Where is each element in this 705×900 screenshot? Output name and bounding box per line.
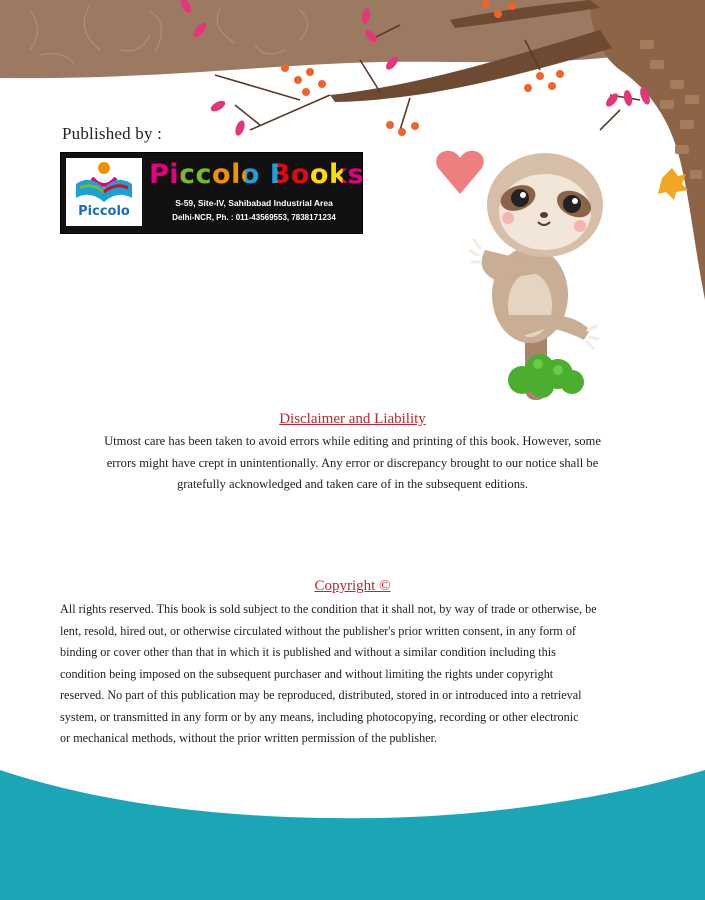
brand-name: Piccolo Books [149, 159, 365, 190]
copyright-line: lent, resold, hired out, or otherwise circulated without the publisher's prior written consent, in any form of [60, 623, 576, 638]
book-reader-icon [66, 158, 142, 204]
bush-icon [508, 354, 584, 398]
publisher-contact: Delhi-NCR, Ph. : 011-43569553, 7838171234 [172, 213, 336, 222]
publisher-address: S-59, Site-IV, Sahibabad Industrial Area [175, 198, 333, 208]
disclaimer-line: errors might have crept in unintentionally. Any error or discrepancy brought to our notice shall be [106, 455, 599, 470]
copyright-text [60, 599, 648, 750]
copyright-line: All rights reserved. This book is sold subject to the condition that it shall not, by way of trade or otherwise, be [60, 602, 597, 616]
disclaimer-line: gratefully acknowledged and taken care of in the subsequent editions. [176, 477, 529, 491]
heart-icon [436, 151, 483, 194]
copyright-line: condition being imposed on the subsequent purchaser and without limiting the rights under copyright [60, 666, 554, 681]
publisher-emblem [66, 158, 142, 226]
bottom-decorative-band [0, 740, 705, 900]
disclaimer-heading: Disclaimer and Liability [279, 411, 426, 427]
copyright-line: reserved. No part of this publication may be reproduced, distributed, stored in or introduced into a retrieval [60, 688, 582, 702]
disclaimer-text [50, 431, 655, 496]
copyright-line: binding or cover other than that in which it is published and without a similar condition including this [60, 645, 556, 659]
copyright-line: system, or transmitted in any form or by any means, including photocopying, recording or other electronic [60, 709, 579, 724]
copyright-line: or mechanical methods, without the prior written permission of the publisher. [60, 731, 438, 745]
publisher-logo [60, 152, 363, 234]
sloth-illustration [430, 130, 610, 400]
published-by-label: Published by : [62, 124, 163, 143]
disclaimer-line: Utmost care has been taken to avoid errors while editing and printing of this book. However, some [104, 434, 601, 448]
copyright-heading: Copyright © [314, 578, 391, 594]
emblem-label: Piccolo [78, 204, 130, 219]
